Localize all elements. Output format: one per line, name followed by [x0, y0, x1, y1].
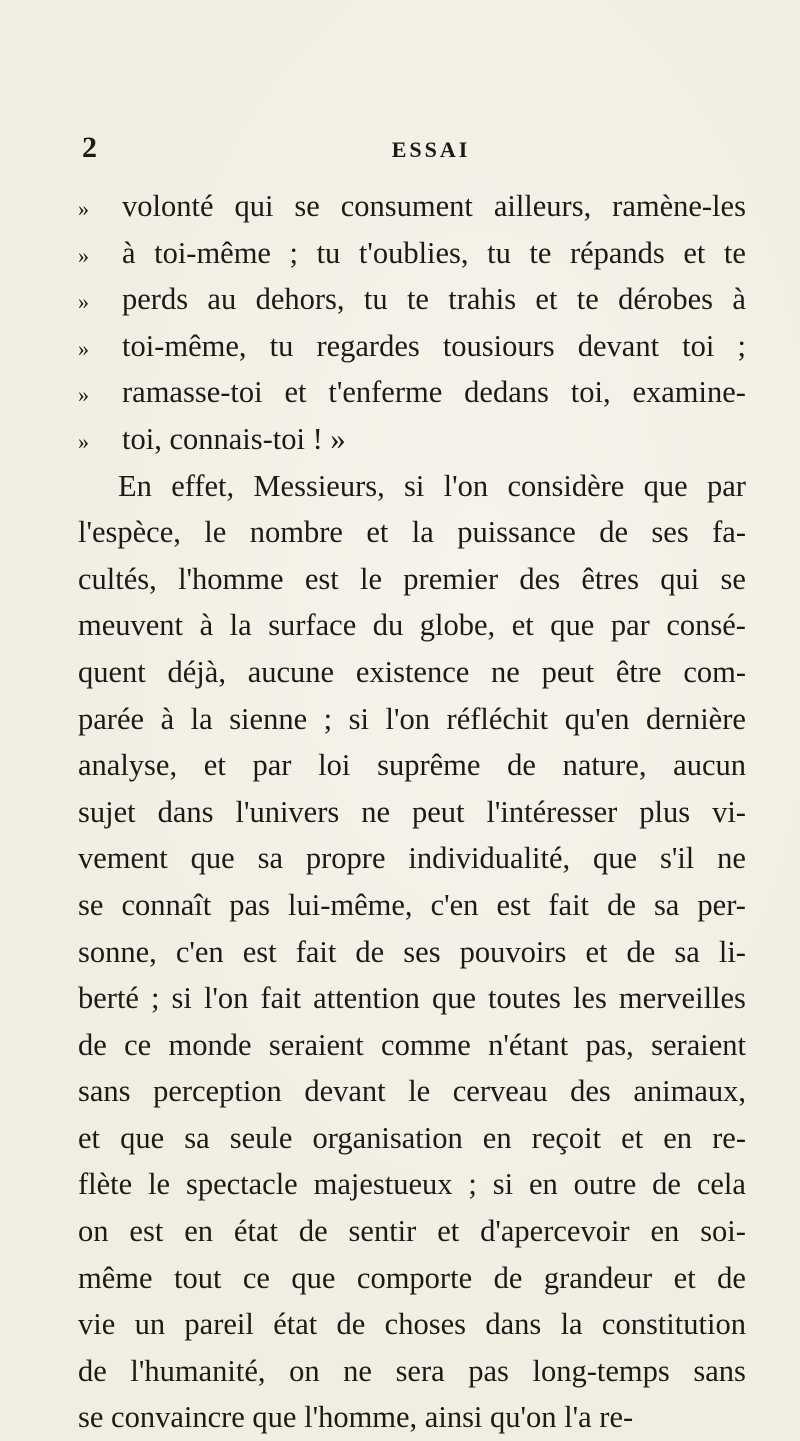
- line-text: vement que sa propre individualité, que s'il ne: [78, 841, 746, 876]
- line-text: et que sa seule organisation en reçoit et en re-: [78, 1120, 746, 1155]
- quote-mark: »: [78, 428, 89, 454]
- paragraph-line: [78, 1301, 746, 1348]
- quote-mark: »: [78, 382, 89, 408]
- line-text: à toi-même ; tu t'oublies, tu te répands et te: [122, 235, 746, 270]
- paragraph-line: [78, 696, 746, 743]
- paragraph-line: [78, 463, 746, 510]
- line-text: on est en état de sentir et d'apercevoir en soi-: [78, 1214, 746, 1249]
- line-text: se convaincre que l'homme, ainsi qu'on l'a re-: [78, 1400, 634, 1435]
- line-text: analyse, et par loi suprême de nature, aucun: [78, 748, 746, 783]
- quote-mark: »: [78, 242, 89, 268]
- paragraph-line: [78, 509, 746, 556]
- paragraph-line: [78, 1348, 746, 1395]
- quote-line: [78, 369, 746, 416]
- line-text: de l'humanité, on ne sera pas long-temps sans: [78, 1353, 746, 1388]
- line-text: vie un pareil état de choses dans la constitution: [78, 1307, 746, 1342]
- line-text: perds au dehors, tu te trahis et te dérobes à: [122, 282, 746, 317]
- quote-mark: »: [78, 289, 89, 315]
- line-text: quent déjà, aucune existence ne peut être com-: [78, 654, 746, 689]
- paragraph-line: [78, 742, 746, 789]
- line-text: sujet dans l'univers ne peut l'intéresser plus vi-: [78, 794, 746, 829]
- body-text: [78, 183, 746, 1441]
- line-text: flète le spectacle majestueux ; si en outre de cela: [78, 1167, 746, 1202]
- paragraph-line: [78, 602, 746, 649]
- line-text: toi, connais-toi ! »: [122, 421, 346, 456]
- quote-mark: »: [78, 196, 89, 221]
- quote-line: [78, 416, 746, 463]
- paragraph-line: [78, 1208, 746, 1255]
- page-number: 2: [82, 131, 97, 164]
- paragraph-line: [78, 649, 746, 696]
- paragraph-line: [78, 789, 746, 836]
- quote-line: [78, 323, 746, 370]
- paragraph-line: [78, 882, 746, 929]
- line-text: sans perception devant le cerveau des animaux,: [78, 1074, 746, 1109]
- line-text: de ce monde seraient comme n'étant pas, seraient: [78, 1027, 746, 1062]
- paragraph-line: [78, 1394, 746, 1441]
- line-text: ramasse-toi et t'enferme dedans toi, examine-: [122, 375, 746, 410]
- line-text: toi-même, tu regardes tousiours devant toi ;: [122, 328, 746, 363]
- line-text: parée à la sienne ; si l'on réfléchit qu'en dernière: [78, 701, 746, 736]
- line-text: cultés, l'homme est le premier des êtres qui se: [78, 561, 746, 596]
- quote-mark: »: [78, 335, 89, 361]
- line-text: l'espèce, le nombre et la puissance de ses fa-: [78, 515, 746, 550]
- quote-line: [78, 230, 746, 277]
- paragraph-line: [78, 1161, 746, 1208]
- quote-line: [78, 276, 746, 323]
- paragraph-line: [78, 1255, 746, 1302]
- paragraph-line: [78, 835, 746, 882]
- quote-line: [78, 183, 746, 230]
- line-text: sonne, c'en est fait de ses pouvoirs et de sa li-: [78, 934, 746, 969]
- paragraph-line: [78, 929, 746, 976]
- line-text: meuvent à la surface du globe, et que par consé-: [78, 608, 746, 643]
- paragraph-line: [78, 1115, 746, 1162]
- line-text: se connaît pas lui-même, c'en est fait de sa per-: [78, 887, 746, 922]
- running-head: [76, 130, 746, 166]
- paragraph-line: [78, 1068, 746, 1115]
- line-text: même tout ce que comporte de grandeur et de: [78, 1260, 746, 1295]
- line-text: volonté qui se consument ailleurs, ramène-les: [122, 189, 746, 223]
- paragraph-line: [78, 556, 746, 603]
- line-text: berté ; si l'on fait attention que toutes les merveilles: [78, 981, 746, 1016]
- paragraph-line: [78, 1022, 746, 1069]
- line-text: En effet, Messieurs, si l'on considère que par: [118, 468, 746, 503]
- paragraph-line: [78, 975, 746, 1022]
- running-head-title: ESSAI: [391, 137, 471, 162]
